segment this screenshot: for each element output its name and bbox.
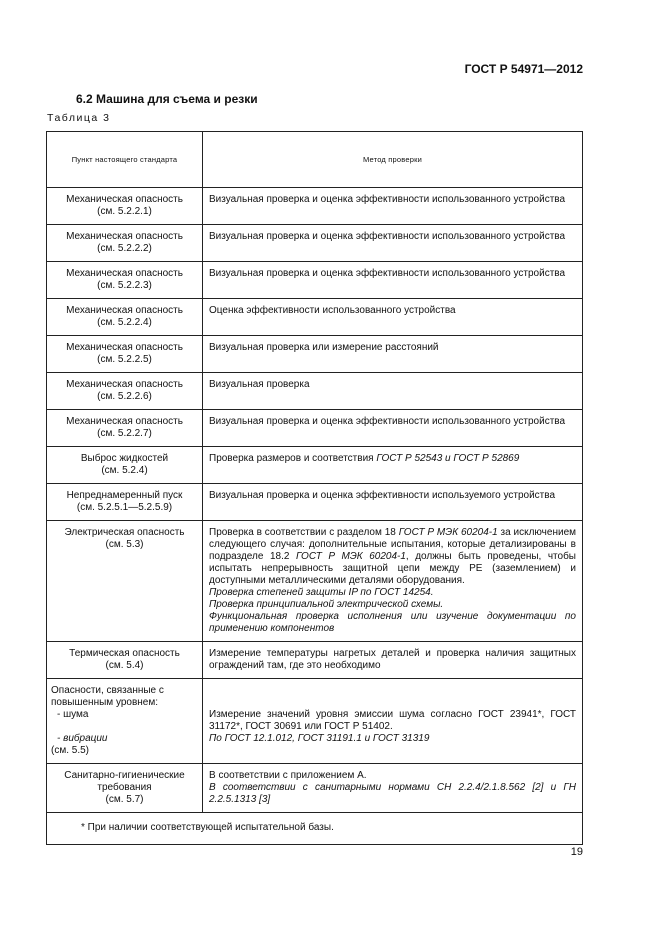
column-header-item: Пункт настоящего стандарта — [47, 132, 203, 188]
column-header-method: Метод проверки — [203, 132, 583, 188]
row-method: Визуальная проверка — [203, 373, 583, 410]
row-method: Визуальная проверка и оценка эффективности использованного устройства — [203, 262, 583, 299]
row-item: Механическая опасность (см. 5.2.2.6) — [47, 373, 203, 410]
table-row — [47, 642, 583, 679]
table-row — [47, 373, 583, 410]
table-row — [47, 336, 583, 373]
table-row — [47, 188, 583, 225]
table-row — [47, 521, 583, 642]
table-row — [47, 410, 583, 447]
row-item: Выброс жидкостей (см. 5.2.4) — [47, 447, 203, 484]
row-item: Механическая опасность (см. 5.2.2.7) — [47, 410, 203, 447]
row-method: Оценка эффективности использованного устройства — [203, 299, 583, 336]
row-method: Проверка в соответствии с разделом 18 ГОСТ Р МЭК 60204-1 за исключением следующего случая: дополнительные испытания, которые детализированы в подразделе 18.2 ГОСТ Р МЭК 60204-1, должны быть проведены, чтобы испытать непрерывность защитной цепи между РЕ (заземлением) и доступными металлическими деталями оборудования. Проверка степеней защиты IP по ГОСТ 14254. Проверка принципиальной электрической схемы. Функциональная проверка исполнения или изучение документации по применению компонентов — [203, 521, 583, 642]
page-number: 19 — [570, 846, 583, 858]
row-item: Механическая опасность (см. 5.2.2.1) — [47, 188, 203, 225]
table-header-row — [47, 132, 583, 188]
row-item: Механическая опасность (см. 5.2.2.5) — [47, 336, 203, 373]
table-row — [47, 262, 583, 299]
row-method: Визуальная проверка и оценка эффективности использованного устройства — [203, 225, 583, 262]
row-method: Визуальная проверка и оценка эффективности используемого устройства — [203, 484, 583, 521]
table-row — [47, 447, 583, 484]
table-row — [47, 679, 583, 764]
row-method: Визуальная проверка или измерение расстояний — [203, 336, 583, 373]
row-method: Визуальная проверка и оценка эффективности использованного устройства — [203, 188, 583, 225]
table-row — [47, 484, 583, 521]
table-footnote: * При наличии соответствующей испытательной базы. — [47, 813, 583, 845]
row-item: Санитарно-гигиенические требования (см. 5.7) — [47, 764, 203, 813]
table-label: Таблица 3 — [47, 112, 111, 124]
row-item: Термическая опасность (см. 5.4) — [47, 642, 203, 679]
row-method: Проверка размеров и соответствия ГОСТ Р 52543 и ГОСТ Р 52869 — [203, 447, 583, 484]
row-item: Опасности, связанные с повышенным уровнем: - шума - вибрации (см. 5.5) — [47, 679, 203, 764]
table-footnote-row — [47, 813, 583, 845]
row-method: Измерение температуры нагретых деталей и проверка наличия защитных ограждений там, где это необходимо — [203, 642, 583, 679]
table-row — [47, 225, 583, 262]
row-item: Механическая опасность (см. 5.2.2.2) — [47, 225, 203, 262]
row-item: Механическая опасность (см. 5.2.2.3) — [47, 262, 203, 299]
document-code: ГОСТ Р 54971—2012 — [464, 62, 583, 76]
row-method: В соответствии с приложением А. В соответствии с санитарными нормами СН 2.2.4/2.1.8.562 [2] и ГН 2.2.5.1313 [3] — [203, 764, 583, 813]
row-item: Электрическая опасность (см. 5.3) — [47, 521, 203, 642]
row-method: Измерение значений уровня эмиссии шума согласно ГОСТ 23941*, ГОСТ 31172*, ГОСТ 30691 или ГОСТ Р 51402. По ГОСТ 12.1.012, ГОСТ 31191.1 и ГОСТ 31319 — [203, 679, 583, 764]
verification-table — [46, 131, 583, 845]
row-method: Визуальная проверка и оценка эффективности использованного устройства — [203, 410, 583, 447]
table-row — [47, 299, 583, 336]
table-row — [47, 764, 583, 813]
row-item: Непреднамеренный пуск (см. 5.2.5.1—5.2.5.9) — [47, 484, 203, 521]
section-title: 6.2 Машина для съема и резки — [76, 92, 258, 106]
row-item: Механическая опасность (см. 5.2.2.4) — [47, 299, 203, 336]
